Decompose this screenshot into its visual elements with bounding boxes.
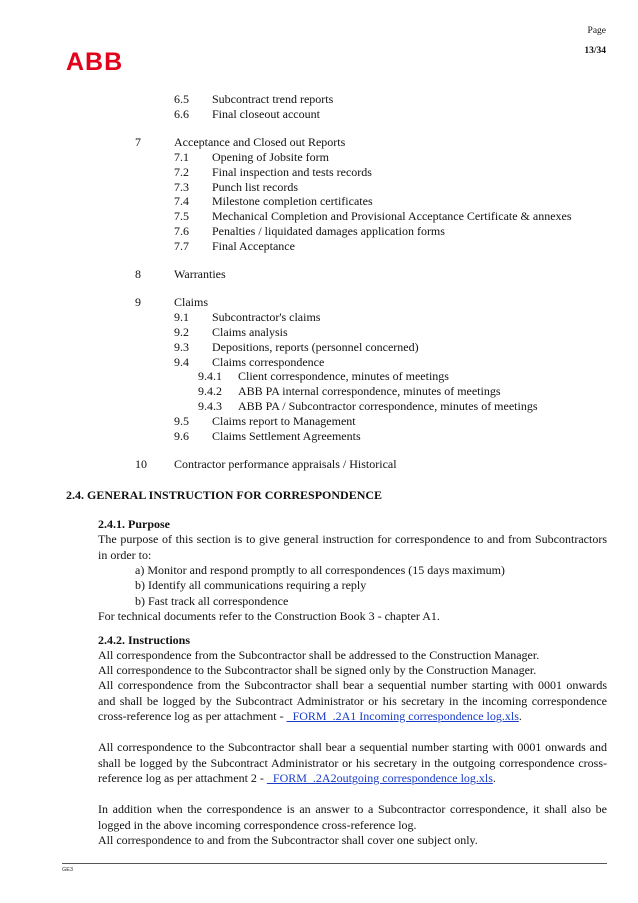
- incoming-paragraph-end: .: [518, 709, 522, 724]
- toc-item-number: 9.4.2: [198, 384, 222, 399]
- instructions-heading: 2.4.2. Instructions: [98, 633, 191, 647]
- toc-item-number: 7.1: [174, 149, 189, 164]
- toc-item-title: Contractor performance appraisals / Historical: [174, 456, 397, 471]
- toc-item-number: 9.3: [174, 339, 189, 354]
- instructions-line-2: All correspondence to the Subcontractor shall be signed only by the Construction Manager.: [98, 663, 537, 677]
- abb-logo: [66, 50, 123, 74]
- toc-item-title: Subcontract trend reports: [212, 92, 334, 106]
- instructions-line-1: All correspondence from the Subcontractor shall be addressed to the Construction Manager.: [98, 648, 540, 662]
- toc-item-title: Opening of Jobsite form: [212, 149, 329, 164]
- footer-divider: [62, 863, 607, 864]
- toc-item-title: ABB PA internal correspondence, minutes of meetings: [238, 384, 501, 399]
- toc-item-title: Punch list records: [212, 179, 298, 194]
- toc-item-number: 7.2: [174, 164, 189, 179]
- toc-item-title: Final closeout account: [212, 106, 320, 121]
- toc-item-title: Acceptance and Closed out Reports: [174, 135, 346, 150]
- footer-code: GE3: [62, 867, 74, 873]
- toc-item-title: Warranties: [174, 267, 226, 281]
- toc-item-number: 7.7: [174, 238, 189, 253]
- toc-item-number: 9: [135, 295, 141, 310]
- toc-item-number: 7.4: [174, 194, 189, 209]
- toc-item-number: 7: [135, 135, 141, 150]
- toc-item-number: 9.1: [174, 310, 189, 325]
- page-label: Page: [587, 26, 606, 36]
- instructions-outgoing-paragraph: [98, 740, 607, 787]
- toc-item-title: Claims analysis: [212, 324, 288, 339]
- toc-item-number: 8: [135, 267, 141, 281]
- toc-item-title: Claims correspondence: [212, 354, 325, 369]
- toc-item-number: 9.4.1: [198, 369, 222, 384]
- toc-item-number: 9.4: [174, 354, 189, 369]
- page-number: 13/34: [584, 46, 606, 56]
- toc-item-number: 7.6: [174, 223, 189, 238]
- toc-item-number: 7.3: [174, 179, 189, 194]
- instructions-answer-paragraph: In addition when the correspondence is an answer to a Subcontractor correspondence, it shall also be logged in the above incoming correspondence cross-reference log.: [98, 802, 607, 832]
- toc-item-title: Milestone completion certificates: [212, 194, 373, 209]
- toc-item-title: Subcontractor's claims: [212, 310, 321, 325]
- incoming-log-link[interactable]: _FORM_.2A1 Incoming correspondence log.xls: [286, 709, 519, 724]
- list-item: b) Identify all communications requiring a reply: [135, 578, 367, 592]
- outgoing-paragraph-text: All correspondence to the Subcontractor shall bear a sequential number starting with 0001 onwards and shall be logged by the Subcontract Administrator or his secretary in the outgoing correspondence cross-reference log as per attachment 2 -: [98, 740, 607, 786]
- toc-item-number: 9.6: [174, 428, 189, 443]
- instructions-subject-paragraph: All correspondence to and from the Subcontractor shall cover one subject only.: [98, 833, 478, 847]
- toc-item-title: Claims Settlement Agreements: [212, 428, 361, 443]
- toc-item-title: Final inspection and tests records: [212, 164, 372, 179]
- section-heading: 2.4. GENERAL INSTRUCTION FOR CORRESPONDENCE: [66, 488, 383, 502]
- logo-text: ABB: [66, 48, 124, 76]
- toc-item-title: Claims report to Management: [212, 413, 356, 428]
- outgoing-log-link[interactable]: _FORM_.2A2outgoing correspondence log.xls: [266, 771, 493, 786]
- purpose-heading: 2.4.1. Purpose: [98, 517, 170, 531]
- toc-item-title: Depositions, reports (personnel concerned): [212, 339, 419, 354]
- toc-item-title: ABB PA / Subcontractor correspondence, minutes of meetings: [238, 398, 538, 413]
- toc-item-title: Final Acceptance: [212, 238, 295, 253]
- list-item: a) Monitor and respond promptly to all correspondences (15 days maximum): [135, 563, 505, 577]
- toc-item-number: 6.5: [174, 92, 189, 106]
- toc-item-title: Penalties / liquidated damages application forms: [212, 223, 445, 238]
- outgoing-paragraph-end: .: [492, 771, 496, 786]
- purpose-note: For technical documents refer to the Construction Book 3 - chapter A1.: [98, 609, 440, 623]
- incoming-paragraph-text: All correspondence from the Subcontractor shall bear a sequential number starting with 0001 onwards and shall be logged by the Subcontract Administrator or his secretary in the incoming correspondence cross-reference log as per attachment -: [98, 678, 607, 724]
- purpose-intro: The purpose of this section is to give general instruction for correspondence to and from Subcontractors in order to:: [98, 532, 607, 562]
- toc-item-number: 10: [135, 456, 147, 471]
- list-item: b) Fast track all correspondence: [135, 594, 289, 608]
- toc-item-number: 9.2: [174, 324, 189, 339]
- toc-item-number: 7.5: [174, 209, 189, 224]
- toc-item-title: Mechanical Completion and Provisional Acceptance Certificate & annexes: [212, 209, 572, 224]
- toc-item-number: 6.6: [174, 106, 189, 121]
- toc-item-number: 9.4.3: [198, 398, 222, 413]
- instructions-incoming-paragraph: [98, 678, 607, 725]
- toc-item-title: Claims: [174, 295, 209, 310]
- toc-item-title: Client correspondence, minutes of meetings: [238, 369, 449, 384]
- toc-item-number: 9.5: [174, 413, 189, 428]
